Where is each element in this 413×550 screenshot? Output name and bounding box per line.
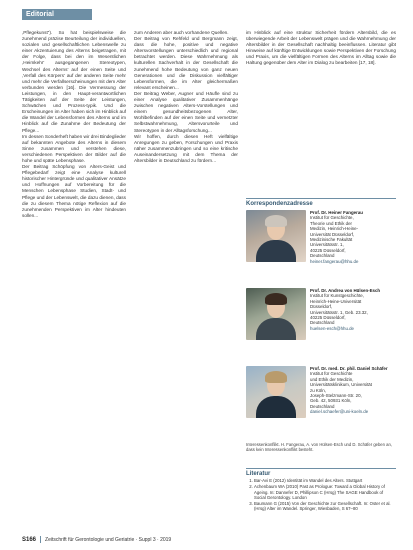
paragraph: ,Pflegekunst“). So hat beispielsweise die zunehmend präzise Beurteilung der individuellen, sozialen und gesellschaftlichen Lebenswelle zu einer Akzentuierung des Alterns beigetragen, mit der Folge, dass bei den im Wesentlichen ,Heimkehr‘ ausgegangenen Stereotypen, Wechsel des Alterns‘ auf der einen Seite und ,Verfall des Körpers‘ auf der anderen Seite mehr und mehr die Verfallserscheinungen mit dem Alter verbunden werden [16]. Die Vermessung der Leistungen, in den Haupt-verantwortlichen Tätigkeiten auf der Seite der Leistungen, Schwächen und Prozess-typik. Und die Erscheinungen im Alter haben sich im Hinblick auf die Wandel der Lebensformen des Alterns und im Hinblick auf die Zunahme der Bedeutung der Pflege... bbox=[22, 30, 126, 133]
conflict-of-interest-note: Interessenkonflikt. H. Fangerau, A. von Hülsen-Esch und D. Schäfer geben an, dass kein Interessenkonflikt besteht. bbox=[246, 442, 392, 453]
portrait-icon bbox=[246, 288, 306, 340]
paragraph: im Hinblick auf eine struktur Sicherheit fördern Altersbild, die es überwiegende Arbeit der Lebenswelt prägen und die Wahrnehmung der Altersbilder in der Gesellschaft nachhaltig beeinflussen. Literatur gibt Hinweise auf künftige Entwicklungen sowie Perspektiven der Forschung und Praxis, um die vielfältigen Formen des Alterns im Alltag sowie die Haltung gegenüber dem Alter im Dialog zu bearbeiten [17, 18]. bbox=[246, 30, 396, 66]
email-link[interactable]: daniel.schaefer@uni-koeln.de bbox=[310, 409, 369, 415]
journal-citation: Zeitschrift für Gerontologie und Geriatrie · Suppl 3 · 2019 bbox=[45, 536, 172, 543]
reference-item: 3. Baumann G (2015) Von der Geschichte zur Gesellschaft. In: Oster et al. (Hrsg) Alter im Wandel. Springer, Wiesbaden, S 67–80 bbox=[254, 501, 396, 512]
address-line: Medizinische Fakultät bbox=[310, 237, 353, 243]
paragraph: Wir hoffen, durch diesen Heft vielfältige Anregungen zu geben, Forschungen und Praxis näher zusammenzubringen und so eine kritische Auseinandersetzung mit dem Thema der Altersbilder in Deutschland zu fördern... bbox=[134, 133, 238, 163]
address-line: Geb. 42, 50931 Köln, bbox=[310, 398, 352, 404]
address-line: zu Köln, bbox=[310, 387, 326, 393]
section-tag: Editorial bbox=[22, 9, 92, 20]
literature-list bbox=[246, 478, 396, 513]
address-line: Universitätsstr. 1, bbox=[310, 242, 344, 248]
text-column-2 bbox=[134, 30, 238, 532]
address-line: 40225 Düsseldorf, bbox=[310, 247, 346, 253]
correspondence-heading: Korrespondenzadresse bbox=[246, 198, 396, 207]
reference-item: 1. Bar-Avi E (2012) Identität im Wandel des Alters. Stuttgart bbox=[254, 478, 396, 483]
address-line: Institut für Geschichte bbox=[310, 371, 353, 377]
paragraph: Der Beitrag Weber, Augner und Häufle sind zu einer Analyse qualitativer Zusammenhänge zwischen negativen Alters-Vorstellungen und einem gesundheitsbezogenen Alter, Wohlbefinden auf der einen Seite und vernetzter Selbstwahrnehmung, Altersvorurteile und Stereotypen in der Alltagsforschung... bbox=[134, 90, 238, 133]
person-name: Prof. Dr. med. Dr. phil. Daniel Schäfer bbox=[310, 366, 388, 371]
footer-divider bbox=[40, 536, 41, 543]
portrait-icon bbox=[246, 366, 306, 418]
reference-item: 2. Achenbaum WA (2010) Past as Prologue: Toward a Global History of Ageing. In: Dannefer D, Phillipson C (Hrsg) The SAGE Handbook of Social Gerontology. London bbox=[254, 484, 396, 500]
address-block bbox=[310, 210, 396, 264]
page-number: S166 bbox=[22, 536, 37, 543]
literature-heading: Literatur bbox=[246, 468, 396, 477]
paragraph: Im dessen Sonderheft haben wir drei Bindeglieder auf bekannten Angebote des Alterns in diesem Sinne zusammen und verstehen diese, verschiedenen Perspektiven der Bilder auf die hohe und späte Lebensphase. bbox=[22, 133, 126, 163]
address-line: Institut für Geschichte, bbox=[310, 215, 354, 221]
address-block bbox=[310, 366, 396, 415]
portrait-icon bbox=[246, 210, 306, 262]
page-footer bbox=[22, 536, 396, 543]
address-line: und Ethik der Medizin, bbox=[310, 376, 354, 382]
address-line: Institut für Kunstgeschichte, bbox=[310, 293, 364, 299]
address-line: Deutschland bbox=[310, 403, 335, 409]
paragraph: zum Anderen aber auch vorhandene Quellen. bbox=[134, 30, 229, 35]
address-line: Universität Düsseldorf, bbox=[310, 231, 355, 237]
address-line: Deutschland bbox=[310, 253, 335, 259]
paragraph: Der Beitrag von Rehfeld und Bergmann zeigt, dass die hohe, positive und negative Altersvorstellungen unterschiedlich und regional betrachtet werden. Diese Wahrnehmung als kulturellen Sachverhalt in der Gesellschaft die zunehmend hohe Bedeutung von ganz neuen Generationen und die Diskussion vielfältiger Lebensformen, die im Alter gleichermaßen relevant erscheinen... bbox=[134, 36, 238, 90]
address-block bbox=[310, 288, 396, 331]
correspondence-person-3 bbox=[246, 366, 396, 418]
email-link[interactable]: heiner.fangerau@hhu.de bbox=[310, 258, 359, 264]
address-line: 40225 Düsseldorf, bbox=[310, 315, 346, 321]
text-column-1 bbox=[22, 30, 126, 532]
address-line: Universitätsklinikum, Universität bbox=[310, 382, 372, 388]
correspondence-person-1 bbox=[246, 210, 396, 262]
address-line: Joseph-Stelzmann-Str. 20, bbox=[310, 393, 362, 399]
person-name: Prof. Dr. Heiner Fangerau bbox=[310, 210, 363, 215]
address-line: Heinrich-Heine-Universität bbox=[310, 298, 362, 304]
paragraph: Der Beitrag Schöpfung von Alters-Geist und Pflegebedarf zeigt eine Analyse kulturell historischer Hintergründe und qualitativer Ansätze und Hoffnungen auf Vorbereitung für die Menschen Lebensphase Studien, Stadt- und Pflege und der Lebenswelt, die dazu dienen, dass die zu diesem Thema nötige Reflexion auf die zunehmenden Perspektiven im Alter hindeuten sollen... bbox=[22, 164, 126, 218]
address-line: Theorie und Ethik der bbox=[310, 220, 352, 226]
address-line: Düsseldorf, bbox=[310, 304, 333, 310]
email-link[interactable]: huelsen-esch@hhu.de bbox=[310, 325, 355, 331]
address-line: Medizin, Heinrich-Heine- bbox=[310, 226, 359, 232]
address-line: Deutschland bbox=[310, 320, 335, 326]
person-name: Prof. Dr. Andrea von Hülsen-Esch bbox=[310, 288, 381, 293]
correspondence-person-2 bbox=[246, 288, 396, 340]
address-line: Universitätsstr. 1, Geb. 23.32, bbox=[310, 309, 368, 315]
